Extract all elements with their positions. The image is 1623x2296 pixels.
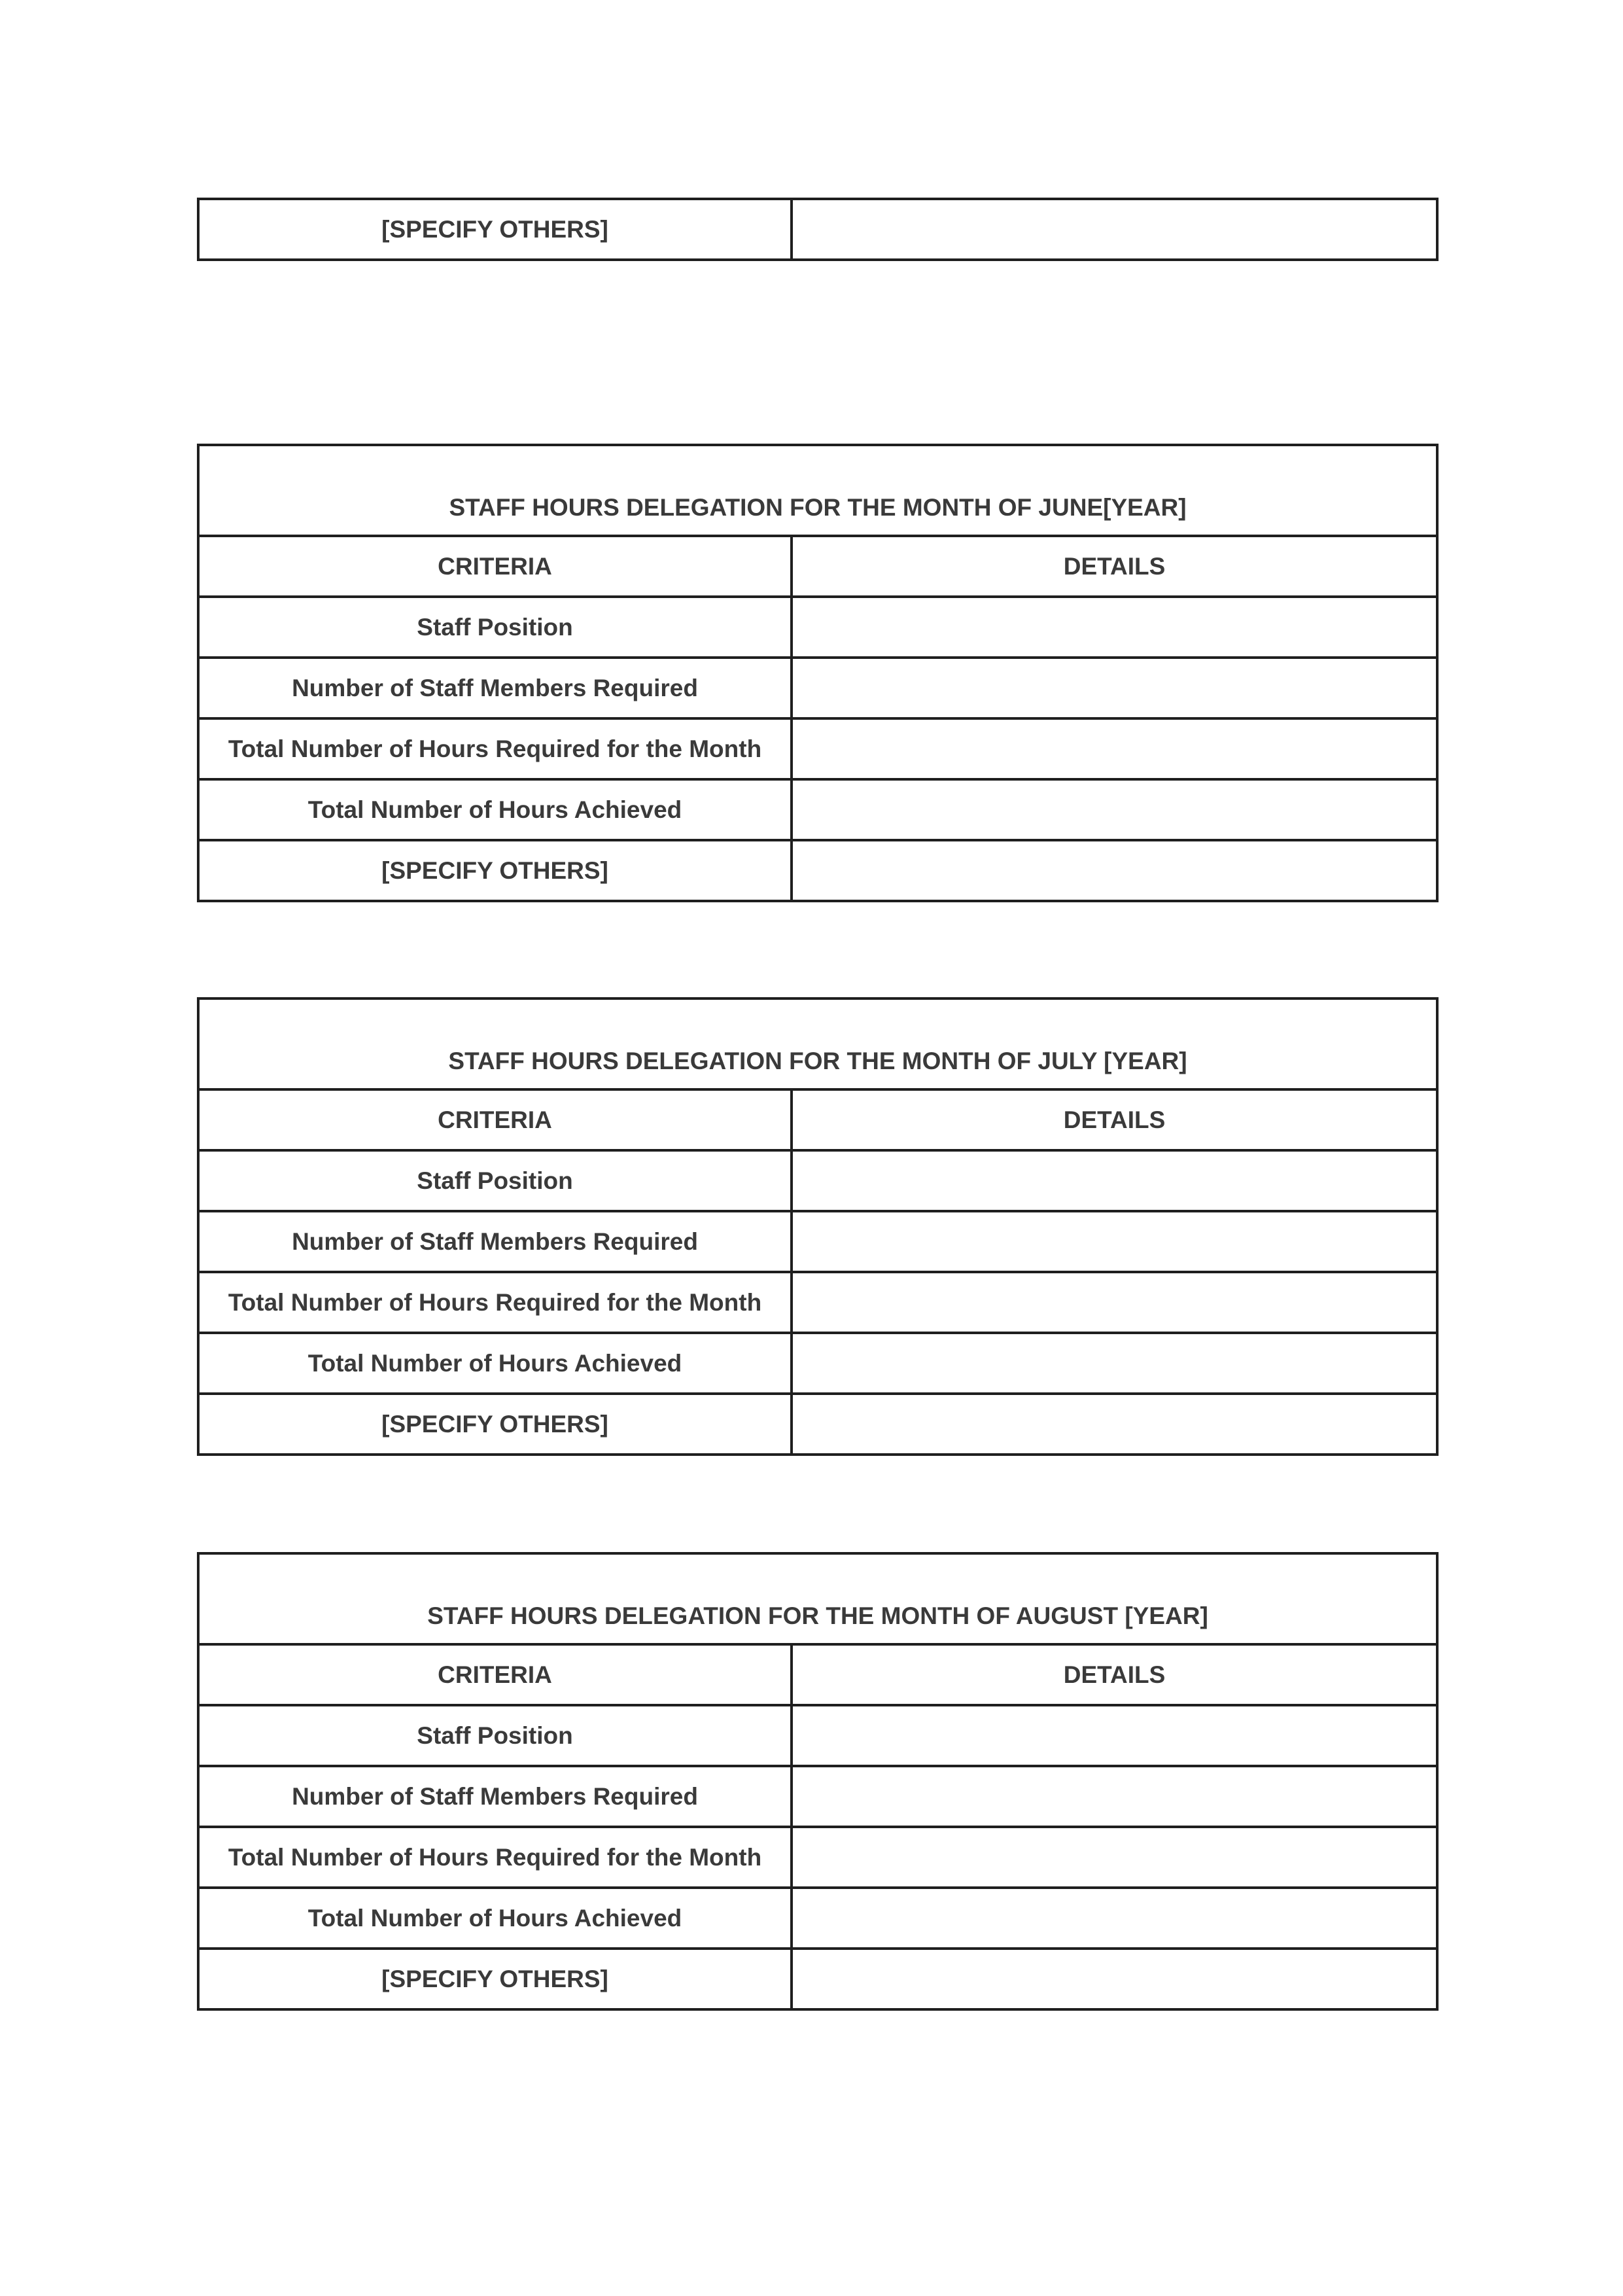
table-row <box>198 840 1437 901</box>
details-field[interactable] <box>792 1333 1437 1394</box>
table-row <box>198 1394 1437 1455</box>
table-row <box>198 1949 1437 2009</box>
details-field[interactable] <box>792 597 1437 658</box>
criteria-label: [SPECIFY OTHERS] <box>198 1949 792 2009</box>
details-field[interactable] <box>792 718 1437 779</box>
details-field[interactable] <box>792 199 1437 260</box>
details-header: DETAILS <box>792 1644 1437 1705</box>
table-row <box>198 597 1437 658</box>
table-title: STAFF HOURS DELEGATION FOR THE MONTH OF JUNE[YEAR] <box>198 445 1437 536</box>
criteria-header: CRITERIA <box>198 536 792 597</box>
table-row <box>198 1766 1437 1827</box>
details-field[interactable] <box>792 1394 1437 1455</box>
table-row <box>198 1150 1437 1211</box>
criteria-label: [SPECIFY OTHERS] <box>198 199 792 260</box>
august-delegation-table <box>197 1552 1439 2011</box>
details-field[interactable] <box>792 1150 1437 1211</box>
criteria-label: Total Number of Hours Achieved <box>198 779 792 840</box>
criteria-label: Number of Staff Members Required <box>198 658 792 718</box>
details-field[interactable] <box>792 1766 1437 1827</box>
details-field[interactable] <box>792 1827 1437 1888</box>
details-header: DETAILS <box>792 536 1437 597</box>
details-field[interactable] <box>792 1949 1437 2009</box>
criteria-label: Staff Position <box>198 597 792 658</box>
table-row <box>198 1827 1437 1888</box>
criteria-label: [SPECIFY OTHERS] <box>198 1394 792 1455</box>
table-title: STAFF HOURS DELEGATION FOR THE MONTH OF JULY [YEAR] <box>198 998 1437 1089</box>
criteria-label: Total Number of Hours Required for the Month <box>198 1272 792 1333</box>
table-row <box>198 1211 1437 1272</box>
criteria-label: Staff Position <box>198 1705 792 1766</box>
criteria-label: Staff Position <box>198 1150 792 1211</box>
details-field[interactable] <box>792 1211 1437 1272</box>
details-field[interactable] <box>792 658 1437 718</box>
criteria-label: Total Number of Hours Required for the Month <box>198 718 792 779</box>
details-field[interactable] <box>792 840 1437 901</box>
criteria-label: Total Number of Hours Achieved <box>198 1333 792 1394</box>
table-row <box>198 1333 1437 1394</box>
details-header: DETAILS <box>792 1089 1437 1150</box>
criteria-header: CRITERIA <box>198 1644 792 1705</box>
criteria-label: [SPECIFY OTHERS] <box>198 840 792 901</box>
details-field[interactable] <box>792 1272 1437 1333</box>
july-delegation-table <box>197 997 1439 1456</box>
june-delegation-table <box>197 444 1439 902</box>
table-row <box>198 1272 1437 1333</box>
details-field[interactable] <box>792 779 1437 840</box>
previous-table-fragment <box>197 198 1439 261</box>
table-row <box>198 1705 1437 1766</box>
details-field[interactable] <box>792 1888 1437 1949</box>
table-title: STAFF HOURS DELEGATION FOR THE MONTH OF AUGUST [YEAR] <box>198 1553 1437 1644</box>
table-row <box>198 1888 1437 1949</box>
table-row <box>198 658 1437 718</box>
criteria-label: Number of Staff Members Required <box>198 1211 792 1272</box>
criteria-label: Number of Staff Members Required <box>198 1766 792 1827</box>
criteria-label: Total Number of Hours Achieved <box>198 1888 792 1949</box>
table-row <box>198 779 1437 840</box>
criteria-label: Total Number of Hours Required for the Month <box>198 1827 792 1888</box>
details-field[interactable] <box>792 1705 1437 1766</box>
table-row <box>198 718 1437 779</box>
criteria-header: CRITERIA <box>198 1089 792 1150</box>
